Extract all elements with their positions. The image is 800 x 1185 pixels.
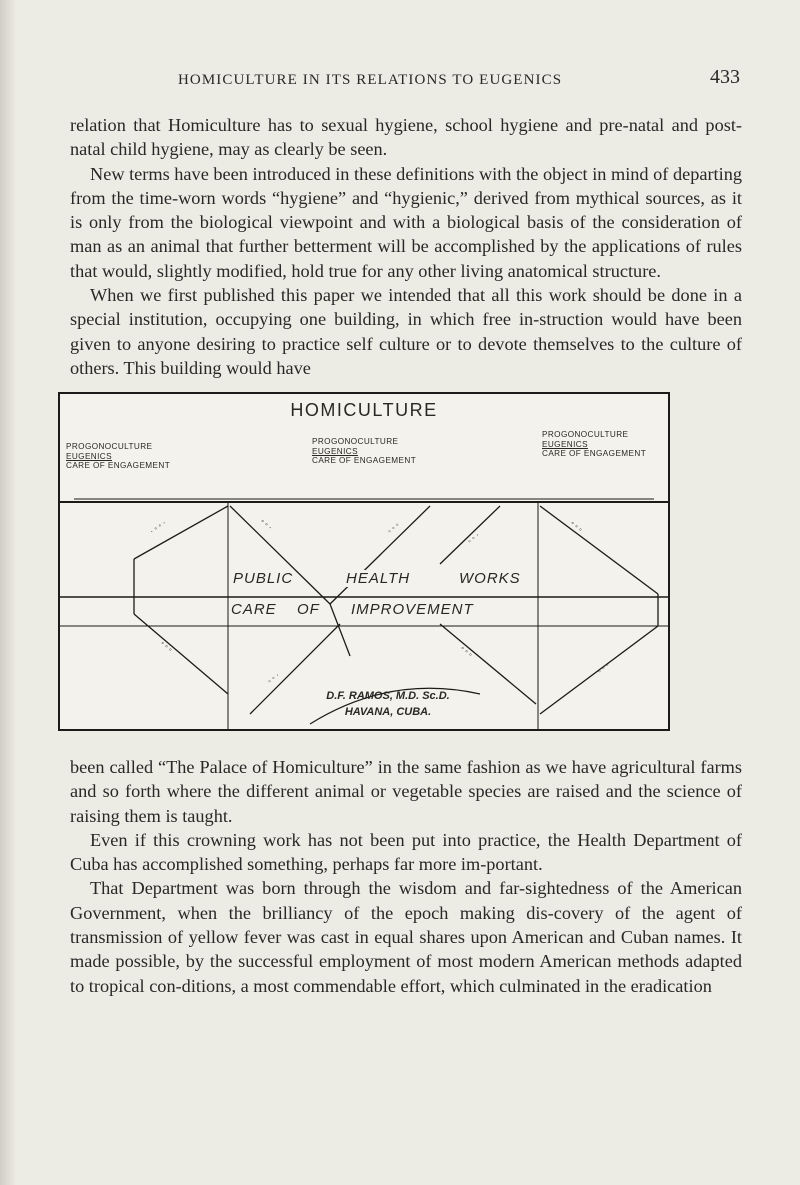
heading-line: EUGENICS <box>66 451 112 461</box>
homiculture-diagram <box>58 392 670 731</box>
svg-text:◦ ◦ ·: ◦ ◦ · <box>265 670 282 686</box>
heading-line: CARE OF ENGAGEMENT <box>312 456 417 465</box>
paragraph: When we first published this paper we intended that all this work should be done in a special institution, occupying one building, in which free in-struction would have been given to anyone desiring to practice self culture or to devote themselves to the culture of others. This building would have <box>70 285 742 378</box>
diagram-word-works: WORKS <box>459 570 521 587</box>
diagram-word-care: CARE <box>231 601 277 618</box>
heading-line: PROGONOCULTURE <box>542 430 629 439</box>
page-edge <box>0 0 16 1185</box>
page-number: 433 <box>710 66 740 88</box>
credit-place: HAVANA, CUBA. <box>344 706 432 718</box>
svg-text:◦ ◦ ·: ◦ ◦ · <box>465 530 482 546</box>
heading-line: PROGONOCULTURE <box>312 437 399 446</box>
running-title: HOMICULTURE IN ITS RELATIONS TO EUGENICS <box>178 72 563 88</box>
paragraph: relation that Homiculture has to sexual hygiene, school hygiene and pre-natal and post-natal child hygiene, may as clearly be seen. <box>70 115 742 160</box>
text-block-top <box>70 113 742 380</box>
diagram-credit <box>318 688 458 720</box>
svg-text:◦ ◦ ◦: ◦ ◦ ◦ <box>385 520 402 536</box>
svg-text:◦ ◦ ◦: ◦ ◦ ◦ <box>568 518 585 534</box>
column-heading-right <box>542 430 646 459</box>
text-block-bottom <box>70 755 742 998</box>
heading-line: PROGONOCULTURE <box>66 442 153 451</box>
heading-line: CARE OF ENGAGEMENT <box>542 449 647 458</box>
paragraph: Even if this crowning work has not been put into practice, the Health Department of Cuba has accomplished something, perhaps far more im-portant. <box>70 829 742 875</box>
column-heading-left <box>66 442 170 471</box>
diagram-word-health: HEALTH <box>346 570 411 587</box>
svg-text:· ◦ ◦ ·: · ◦ ◦ · <box>147 518 168 536</box>
svg-text:◦ ◦ ◦: ◦ ◦ ◦ <box>158 638 175 654</box>
diagram-word-improvement: IMPROVEMENT <box>351 601 474 618</box>
column-heading-center <box>312 437 416 466</box>
paragraph: New terms have been introduced in these definitions with the object in mind of departing from the time-worn words “hygiene” and “hygienic,” derived from mythical sources, as it is only from the biological viewpoint and with a biological basis of the consideration of man as an animal that further betterment will be accomplished by the applications of rules that would, slightly modified, hold true for any other living anatomical structure. <box>70 163 742 281</box>
credit-author: D.F. RAMOS, M.D. Sc.D. <box>326 690 450 702</box>
heading-line: CARE OF ENGAGEMENT <box>66 461 171 470</box>
paragraph: been called “The Palace of Homiculture” in the same fashion as we have agricultural farms and so forth where the different animal or vegetable species are raised and the science of raising them is taught. <box>70 757 742 826</box>
paragraph: That Department was born through the wisdom and far-sightedness of the American Government, when the brilliancy of the epoch making dis-covery of the agent of transmission of yellow fever was cast in equal shares upon American and Cuban names. It made possible, by the successful employment of most modern American methods adapted to tropical con-ditions, a most commendable effort, which culminated in the eradication <box>70 878 742 996</box>
diagram-title: HOMICULTURE <box>290 400 438 420</box>
heading-line: EUGENICS <box>542 439 588 449</box>
page-header <box>70 66 740 98</box>
svg-text:◦ ◦ ◦: ◦ ◦ ◦ <box>595 660 612 676</box>
svg-text:◦ ◦ ◦: ◦ ◦ ◦ <box>458 643 475 659</box>
diagram-word-of: OF <box>297 601 320 618</box>
svg-text:◦ ◦ ·: ◦ ◦ · <box>258 516 275 532</box>
diagram-word-public: PUBLIC <box>233 570 294 587</box>
heading-line: EUGENICS <box>312 446 358 456</box>
